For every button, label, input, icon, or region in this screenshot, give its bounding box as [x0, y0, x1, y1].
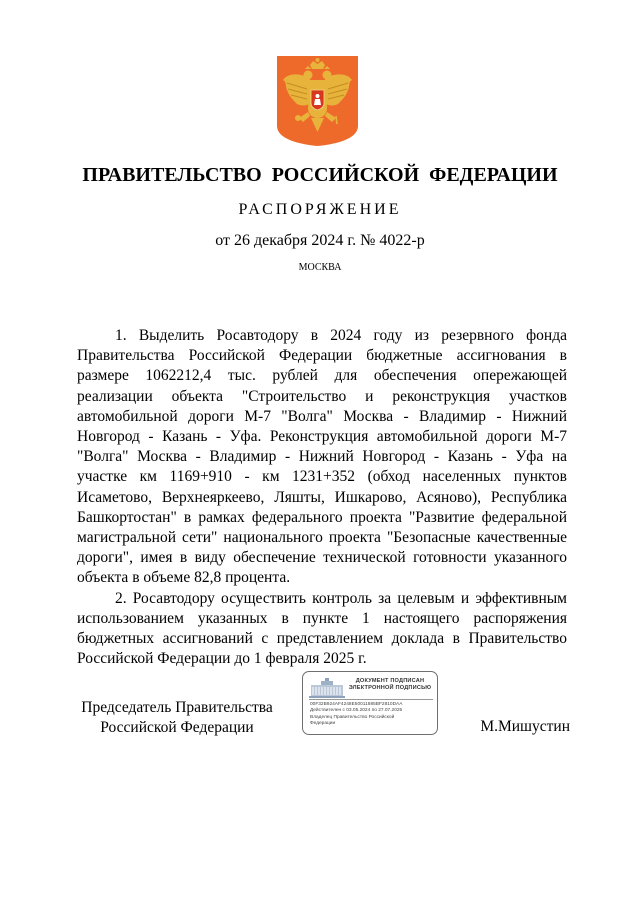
signatory-name: М.Мишустин — [480, 718, 570, 735]
government-building-icon — [309, 678, 345, 698]
paragraph-1: 1. Выделить Росавтодору в 2024 году из резервного фонда Правительства Российской Федерации бюджетные ассигнования в размере 1062212,4 тыс. рублей для обеспечения опережающей реализации объекта "Строительство и реконструкция участков автомобильной дороги М-7 "Волга" Москва - Владимир - Нижний Новгород - Казань - Уфа. Реконструкция автомобильной дороги М-7 "Волга" Москва - Владимир - Нижний Новгород - Казань - Уфа на участке км 1169+910 - км 1231+352 (обход населенных пунктов Исаметово, Верхнеяркеево, Ляшты, Ишкарово, Асяново), Республика Башкортостан" в рамках федерального проекта "Развитие федеральной магистральной сети" национального проекта "Безопасные качественные дороги", имея в виду обеспечение технической готовности указанного объекта в объеме 82,8 процента. — [77, 327, 567, 587]
stamp-serial: 00F32B924AF4248E50011885BF2810DAA — [310, 702, 403, 707]
signatory-position-line1: Председатель Правительства — [81, 699, 273, 716]
electronic-signature-stamp — [302, 671, 438, 735]
stamp-header-line1: ДОКУМЕНТ ПОДПИСАН — [355, 678, 425, 684]
document-body — [77, 326, 567, 669]
signatory-position — [77, 698, 277, 738]
document-city: МОСКВА — [298, 262, 342, 273]
government-title: ПРАВИТЕЛЬСТВО РОССИЙСКОЙ ФЕДЕРАЦИИ — [82, 164, 558, 186]
document-date-number: от 26 декабря 2024 г. № 4022-р — [215, 232, 425, 249]
stamp-owner-line1: Владелец Правительство Российской — [310, 714, 395, 720]
stamp-header-line2: ЭЛЕКТРОННОЙ ПОДПИСЬЮ — [348, 685, 432, 691]
document-type: РАСПОРЯЖЕНИЕ — [238, 201, 402, 218]
coat-of-arms-icon — [277, 56, 358, 146]
stamp-owner-line2: Федерации — [310, 721, 336, 727]
signatory-position-line2: Российской Федерации — [100, 719, 254, 736]
stamp-divider — [309, 699, 433, 700]
stamp-header — [347, 678, 433, 692]
paragraph-2: 2. Росавтодору осуществить контроль за целевым и эффективным использованием указанных в пункте 1 настоящего распоряжения бюджетных ассигнований с представлением доклада в Правительство Российской Федерации до 1 февраля 2025 г. — [77, 589, 567, 668]
stamp-validity: Действителен с 03.05.2024 по 27.07.2025 — [310, 708, 403, 714]
stamp-details — [310, 702, 436, 728]
